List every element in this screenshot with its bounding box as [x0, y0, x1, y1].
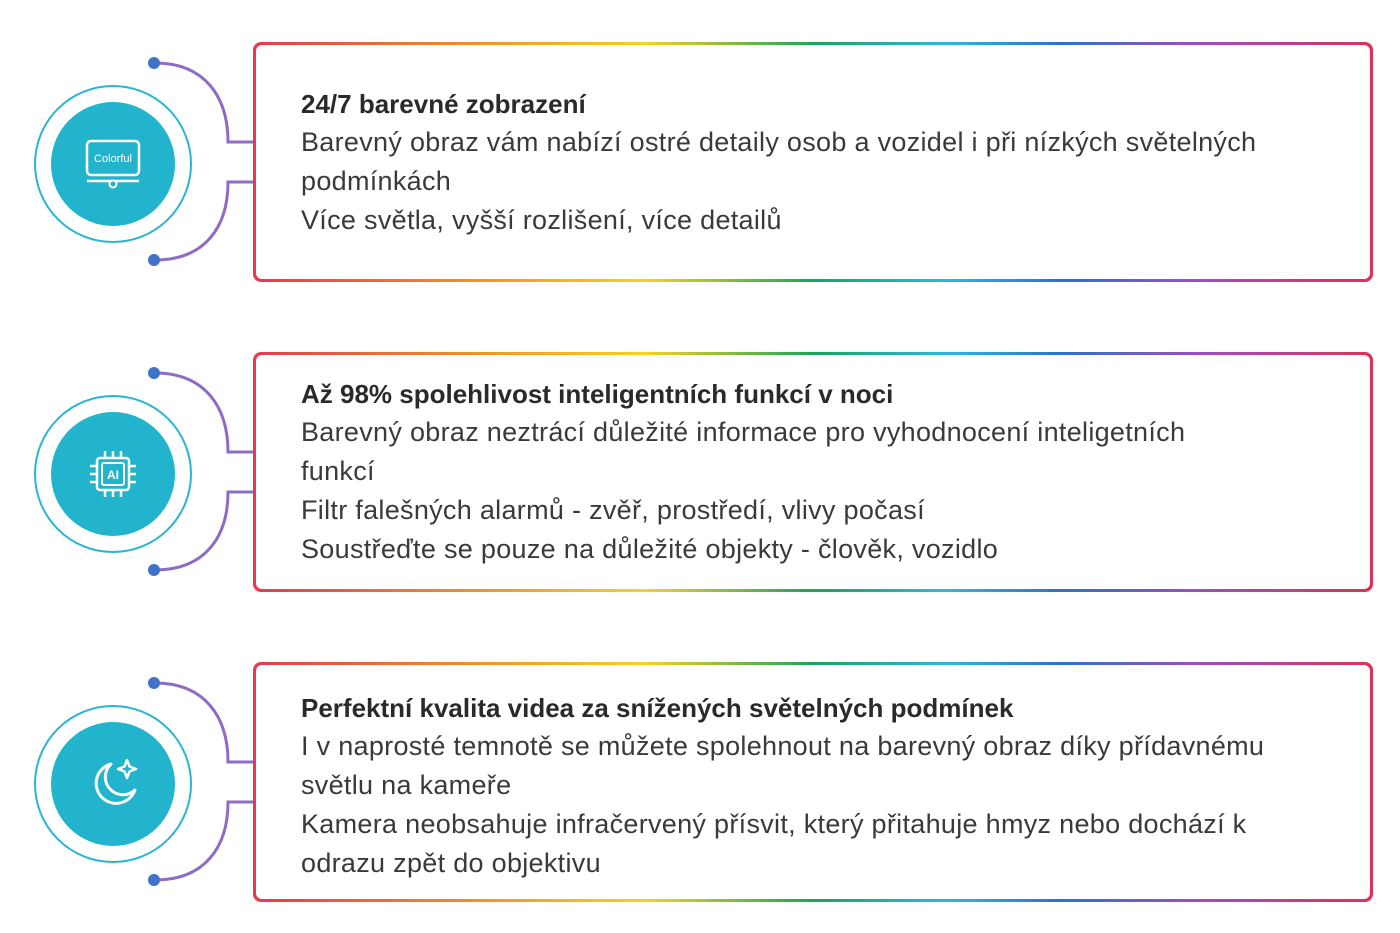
feature-line: světlu na kameře: [301, 770, 512, 800]
icon-ring: [34, 85, 192, 243]
feature-row-ai: [0, 352, 1400, 592]
connector-dot-top: [148, 367, 160, 379]
connector-dot-top: [148, 677, 160, 689]
feature-title: Až 98% spolehlivost inteligentních funkcí v noci: [301, 379, 894, 409]
icon-label: Colorful: [94, 153, 132, 165]
feature-line: Barevný obraz vám nabízí ostré detaily osob a vozidel i při nízkých světelných: [301, 126, 1257, 157]
feature-line: Filtr falešných alarmů - zvěř, prostředí, vlivy počasí: [301, 495, 925, 525]
icon-label: AI: [107, 468, 119, 482]
feature-line: Barevný obraz neztrácí důležité informace pro vyhodnocení inteligetních: [301, 417, 1186, 447]
connector-dot-top: [148, 57, 160, 69]
feature-line: odrazu zpět do objektivu: [301, 848, 601, 878]
feature-line: Více světla, vyšší rozlišení, více detailů: [301, 204, 782, 235]
feature-row-night: [0, 662, 1400, 902]
icon-ring: [34, 705, 192, 863]
feature-row-colorful: [0, 42, 1400, 282]
connector-dot-bottom: [148, 874, 160, 886]
feature-line: podmínkách: [301, 165, 452, 196]
feature-line: Soustřeďte se pouze na důležité objekty - člověk, vozidlo: [301, 534, 999, 564]
feature-line: I v naprosté temnotě se můžete spolehnout na barevný obraz díky přídavnému: [301, 731, 1265, 761]
connector-dot-bottom: [148, 254, 160, 266]
ai-chip-icon: [51, 412, 175, 536]
colorful-monitor-icon: [51, 102, 175, 226]
feature-card: [253, 662, 1373, 902]
feature-title: Perfektní kvalita videa za snížených světelných podmínek: [301, 693, 1014, 723]
feature-title: 24/7 barevné zobrazení: [301, 88, 586, 119]
icon-ring: [34, 395, 192, 553]
feature-card: [253, 42, 1373, 282]
connector-dot-bottom: [148, 564, 160, 576]
feature-line: Kamera neobsahuje infračervený přísvit, který přitahuje hmyz nebo dochází k: [301, 809, 1247, 839]
feature-line: funkcí: [301, 456, 375, 486]
feature-card: [253, 352, 1373, 592]
moon-star-icon: [51, 722, 175, 846]
